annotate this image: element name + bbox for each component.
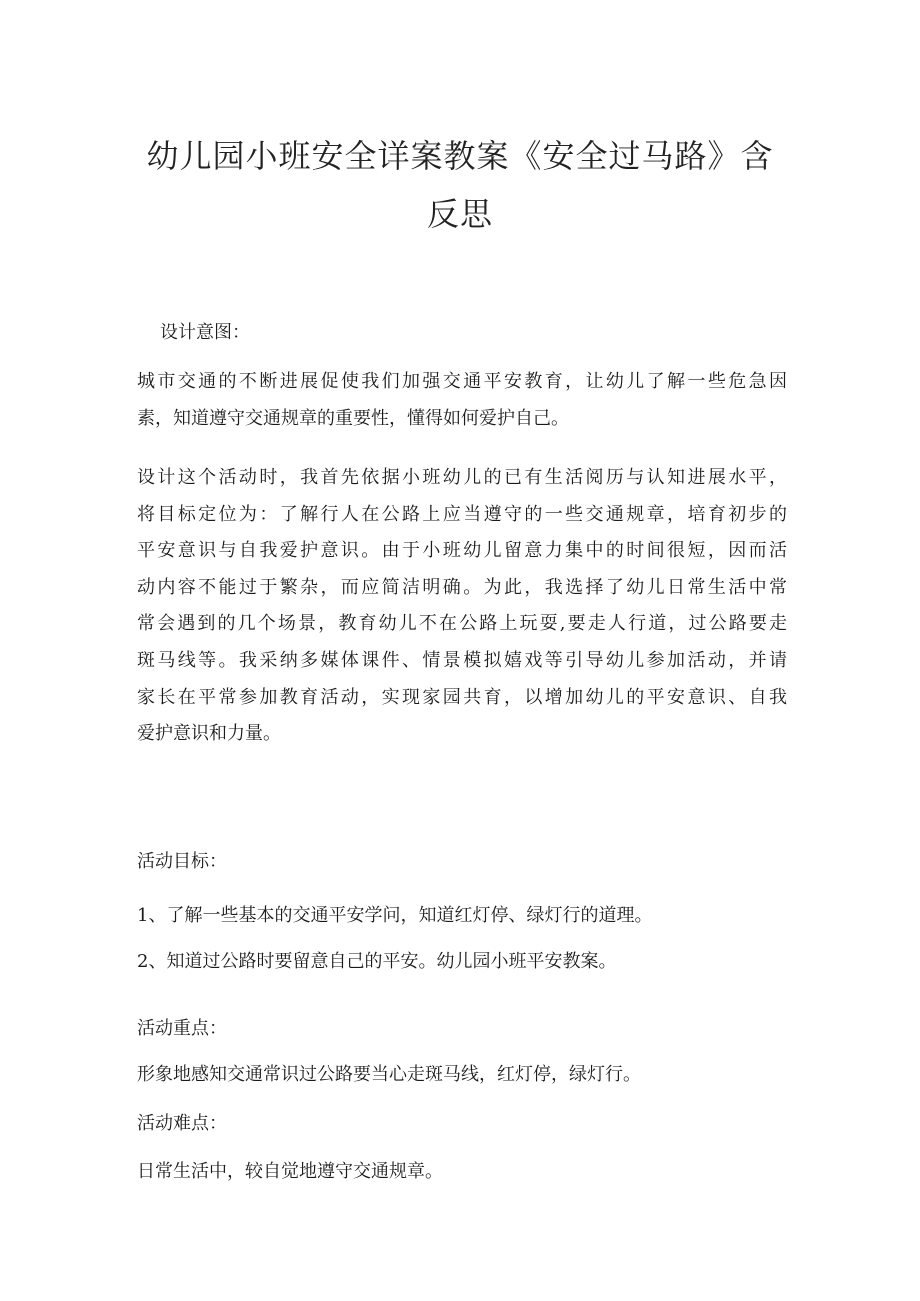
design-paragraph-1 [137, 364, 787, 437]
difficulty-text: 日常生活中，较自觉地遵守交通规章。 [137, 1161, 443, 1182]
paragraph-line: 城市交通的不断进展促使我们加强交通平安教育，让幼儿了解一些危急因 [137, 371, 787, 392]
key-point-text: 形象地感知交通常识过公路要当心走斑马线，红灯停，绿灯行。 [137, 1064, 641, 1085]
paragraph-line: 常会遇到的几个场景，教育幼儿不在公路上玩耍,要走人行道，过公路要走 [137, 613, 787, 635]
goal-item-2: 2、知道过公路时要留意自己的平安。幼儿园小班平安教案。 [137, 951, 617, 972]
design-intent-heading: 设计意图： [160, 322, 250, 343]
title-line-2: 反思 [426, 195, 493, 233]
paragraph-line: 家长在平常参加教育活动，实现家园共育，以增加幼儿的平安意识、自我 [137, 686, 787, 708]
key-point-heading: 活动重点： [137, 1018, 227, 1039]
paragraph-line: 将目标定位为：了解行人在公路上应当遵守的一些交通规章，培育初步的 [137, 503, 787, 525]
design-paragraph-2 [137, 460, 787, 753]
paragraph-line: 平安意识与自我爱护意识。由于小班幼儿留意力集中的时间很短，因而活 [137, 540, 787, 562]
paragraph-line: 爱护意识和力量。 [137, 723, 281, 745]
paragraph-line: 设计这个活动时，我首先依据小班幼儿的已有生活阅历与认知进展水平， [137, 467, 787, 488]
document-title [120, 127, 800, 243]
title-line-1: 幼儿园小班安全详案教案《安全过马路》含 [146, 137, 774, 175]
goal-item-1: 1、了解一些基本的交通平安学问，知道红灯停、绿灯行的道理。 [137, 905, 653, 926]
paragraph-line: 素，知道遵守交通规章的重要性，懂得如何爱护自己。 [137, 407, 569, 429]
paragraph-line: 斑马线等。我采纳多媒体课件、情景模拟嬉戏等引导幼儿参加活动，并请 [137, 649, 787, 671]
difficulty-heading: 活动难点： [137, 1113, 227, 1134]
paragraph-line: 动内容不能过于繁杂，而应简洁明确。为此，我选择了幼儿日常生活中常 [137, 576, 787, 598]
activity-goals-heading: 活动目标： [137, 851, 227, 872]
